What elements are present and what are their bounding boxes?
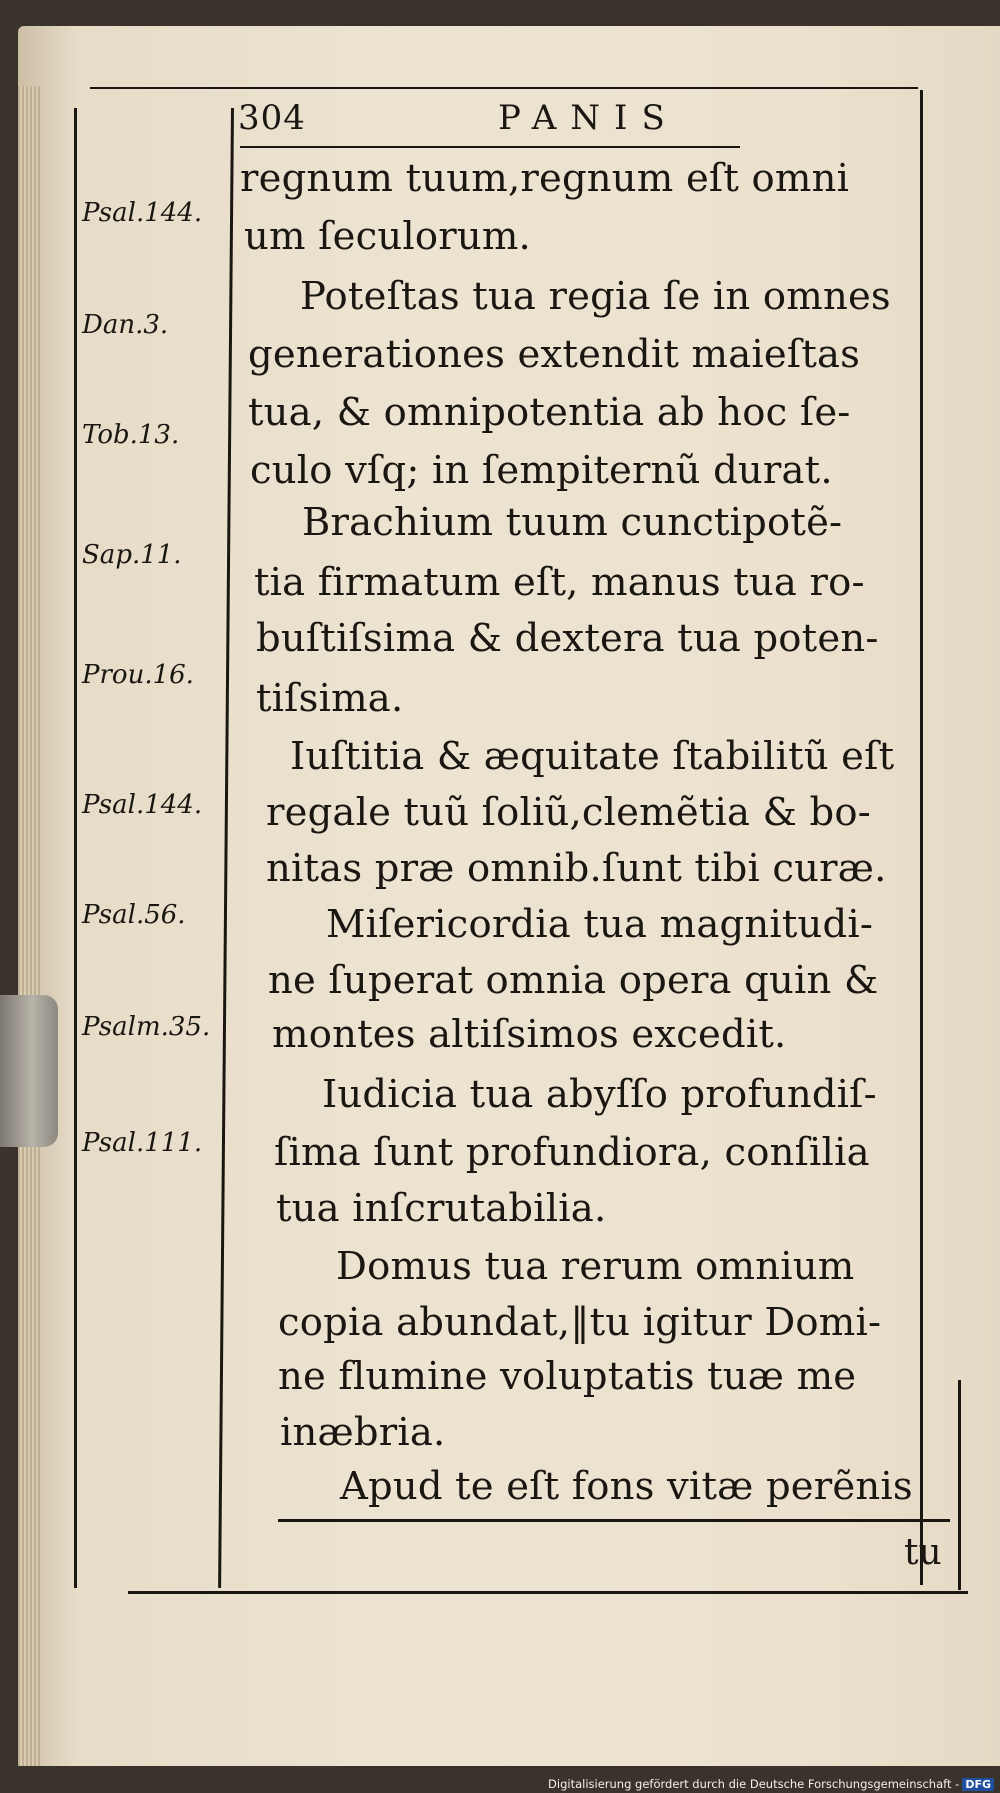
text-line: montes altiſsimos excedit. — [272, 1012, 787, 1057]
margin-reference: Psal.56. — [82, 900, 186, 930]
margin-reference: Sap.11. — [82, 540, 182, 570]
text-line: Poteſtas tua regia ſe in omnes — [300, 274, 891, 319]
text-line: generationes extendit maieſtas — [248, 332, 861, 377]
book-clasp — [0, 995, 58, 1147]
page-number: 304 — [238, 98, 306, 138]
frame-bottom-rule — [128, 1591, 968, 1594]
text-line: ſima ſunt profundiora, conſilia — [274, 1130, 870, 1175]
frame-right-rule — [920, 90, 923, 1585]
text-line: copia abundat,‖tu igitur Domi- — [278, 1300, 882, 1345]
margin-reference: Psal.144. — [82, 198, 203, 228]
text-line: inæbria. — [280, 1410, 446, 1455]
digitization-credit — [548, 1777, 994, 1791]
text-line: Iuſtitia & æquitate ſtabilitũ eſt — [290, 734, 895, 779]
text-line: Miſericordia tua magnitudi- — [326, 902, 874, 947]
frame-left-rule — [74, 108, 77, 1588]
frame-top-rule — [90, 87, 918, 89]
running-title: PANIS — [498, 98, 679, 138]
text-line: tua inſcrutabilia. — [276, 1186, 607, 1231]
text-line: regnum tuum,regnum eſt omni — [240, 156, 850, 201]
text-line: tua, & omnipotentia ab hoc ſe- — [248, 390, 851, 435]
catchword: tu — [904, 1532, 942, 1573]
dfg-logo: DFG — [962, 1778, 994, 1791]
credit-text: Digitalisierung gefördert durch die Deutsche Forschungsgemeinschaft - — [548, 1777, 960, 1791]
text-line: regale tuũ ſoliũ,clemẽtia & bo- — [266, 790, 871, 835]
text-line: culo vſq; in ſempiternũ durat. — [250, 448, 833, 493]
text-line: Domus tua rerum omnium — [336, 1244, 855, 1289]
text-line: nitas præ omnib.ſunt tibi curæ. — [266, 846, 887, 891]
margin-reference: Prou.16. — [82, 660, 194, 690]
text-line: Iudicia tua abyſſo profundiſ- — [322, 1072, 877, 1117]
text-line: Brachium tuum cunctipotẽ- — [302, 500, 843, 545]
margin-reference: Tob.13. — [82, 420, 180, 450]
margin-reference: Psal.144. — [82, 790, 203, 820]
text-bottom-rule — [278, 1519, 950, 1522]
text-line: um ſeculorum. — [244, 214, 531, 259]
text-line: Apud te eſt fons vitæ perẽnis — [340, 1464, 913, 1509]
page-edges — [18, 86, 40, 1766]
margin-reference: Psalm.35. — [82, 1012, 211, 1042]
text-line: tiſsima. — [256, 676, 404, 721]
frame-right-rule-lower — [958, 1380, 961, 1590]
margin-reference: Psal.111. — [82, 1128, 203, 1158]
text-line: tia firmatum eſt, manus tua ro- — [254, 560, 865, 605]
text-line: ne ſuperat omnia opera quin & — [268, 958, 879, 1003]
text-line: buſtiſsima & dextera tua poten- — [256, 616, 879, 661]
text-line: ne flumine voluptatis tuæ me — [278, 1354, 857, 1399]
margin-reference: Dan.3. — [82, 310, 169, 340]
